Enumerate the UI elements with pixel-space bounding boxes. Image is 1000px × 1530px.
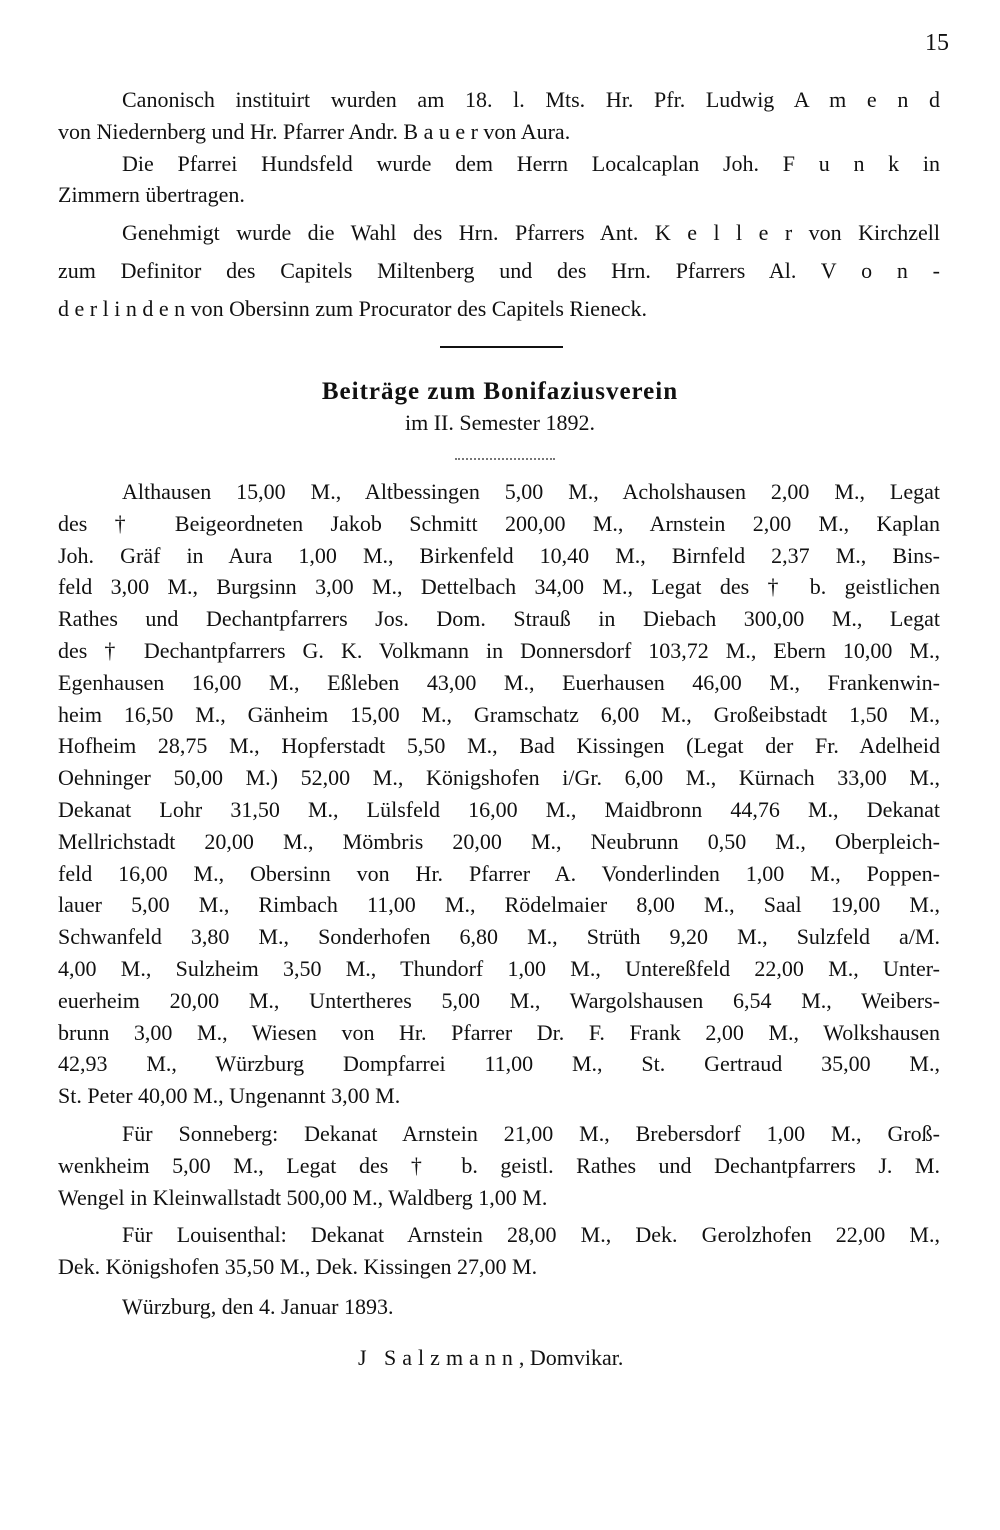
page-number: 15 <box>925 30 949 56</box>
text-line: Die Pfarrei Hundsfeld wurde dem Herrn Localcaplan Joh. F u n k in <box>122 150 940 176</box>
announcements <box>58 84 940 325</box>
text-line: des † Dechantpfarrers G. K. Volkmann in Donnersdorf 103,72 M., Ebern 10,00 M., <box>58 637 940 663</box>
section-title: Beiträge zum Bonifaziusverein <box>321 378 679 405</box>
text-line: Dek. Königshofen 35,50 M., Dek. Kissingen 27,00 M. <box>58 1254 538 1280</box>
text-line: Dekanat Lohr 31,50 M., Lülsfeld 16,00 M., Maidbronn 44,76 M., Dekanat <box>58 796 940 822</box>
text-line: heim 16,50 M., Gänheim 15,00 M., Gramschatz 6,00 M., Großeibstadt 1,50 M., <box>58 701 940 727</box>
text-line: zum Definitor des Capitels Miltenberg und des Hrn. Pfarrers Al. V o n - <box>58 257 940 283</box>
signature <box>358 1345 623 1371</box>
text-line: Althausen 15,00 M., Altbessingen 5,00 M., Acholshausen 2,00 M., Legat <box>122 479 940 504</box>
text-line: 42,93 M., Würzburg Dompfarrei 11,00 M., St. Gertraud 35,00 M., <box>58 1051 940 1077</box>
text-line: Mellrichstadt 20,00 M., Mömbris 20,00 M., Neubrunn 0,50 M., Oberpleich- <box>58 828 940 854</box>
text-line: von Niedernberg und Hr. Pfarrer Andr. B a u e r von Aura. <box>58 118 571 144</box>
text-line: lauer 5,00 M., Rimbach 11,00 M., Rödelmaier 8,00 M., Saal 19,00 M., <box>58 892 940 918</box>
text-line: Hofheim 28,75 M., Hopferstadt 5,50 M., Bad Kissingen (Legat der Fr. Adelheid <box>58 733 940 759</box>
signature-name: J Salzmann <box>358 1345 519 1370</box>
date-line: Würzburg, den 4. Januar 1893. <box>122 1294 394 1319</box>
text-line: euerheim 20,00 M., Untertheres 5,00 M., Wargolshausen 6,54 M., Weibers- <box>58 987 940 1013</box>
text-line: brunn 3,00 M., Wiesen von Hr. Pfarrer Dr. F. Frank 2,00 M., Wolkshausen <box>58 1019 940 1045</box>
text-line: St. Peter 40,00 M., Ungenannt 3,00 M. <box>58 1083 401 1109</box>
text-line: Schwanfeld 3,80 M., Sonderhofen 6,80 M., Strüth 9,20 M., Sulzfeld a/M. <box>58 924 940 950</box>
section-subtitle: im II. Semester 1892. <box>404 410 596 435</box>
text-line: wenkheim 5,00 M., Legat des † b. geistl. Rathes und Dechantpfarrers J. M. <box>58 1152 940 1178</box>
text-line: Für Sonneberg: Dekanat Arnstein 21,00 M., Brebersdorf 1,00 M., Groß- <box>122 1120 940 1146</box>
section-divider <box>440 346 563 348</box>
signature-title: , Domvikar. <box>518 1345 624 1370</box>
text-line: feld 3,00 M., Burgsinn 3,00 M., Dettelbach 34,00 M., Legat des † b. geistlichen <box>58 574 940 600</box>
text-line: Oehninger 50,00 M.) 52,00 M., Königshofen i/Gr. 6,00 M., Kürnach 33,00 M., <box>58 765 940 791</box>
text-line: Für Louisenthal: Dekanat Arnstein 28,00 M., Dek. Gerolzhofen 22,00 M., <box>122 1222 940 1248</box>
text-line: d e r l i n d e n von Obersinn zum Procurator des Capitels Rieneck. <box>58 295 647 321</box>
text-line: Genehmigt wurde die Wahl des Hrn. Pfarrers Ant. K e l l e r von Kirchzell <box>122 220 940 246</box>
text-line: Rathes und Dechantpfarrers Jos. Dom. Strauß in Diebach 300,00 M., Legat <box>58 606 940 632</box>
donation-list <box>58 476 940 1283</box>
ornament-divider <box>455 458 555 460</box>
text-line: feld 16,00 M., Obersinn von Hr. Pfarrer A. Vonderlinden 1,00 M., Poppen- <box>58 860 940 886</box>
text-line: des † Beigeordneten Jakob Schmitt 200,00 M., Arnstein 2,00 M., Kaplan <box>58 510 940 536</box>
text-line: Canonisch instituirt wurden am 18. l. Mts. Hr. Pfr. Ludwig A m e n d <box>122 87 940 112</box>
text-line: Joh. Gräf in Aura 1,00 M., Birkenfeld 10,40 M., Birnfeld 2,37 M., Bins- <box>58 542 940 568</box>
text-line: Zimmern übertragen. <box>58 182 245 208</box>
text-line: Wengel in Kleinwallstadt 500,00 M., Waldberg 1,00 M. <box>58 1184 548 1210</box>
text-line: Egenhausen 16,00 M., Eßleben 43,00 M., Euerhausen 46,00 M., Frankenwin- <box>58 669 940 695</box>
text-line: 4,00 M., Sulzheim 3,50 M., Thundorf 1,00 M., Untereßfeld 22,00 M., Unter- <box>58 955 940 981</box>
